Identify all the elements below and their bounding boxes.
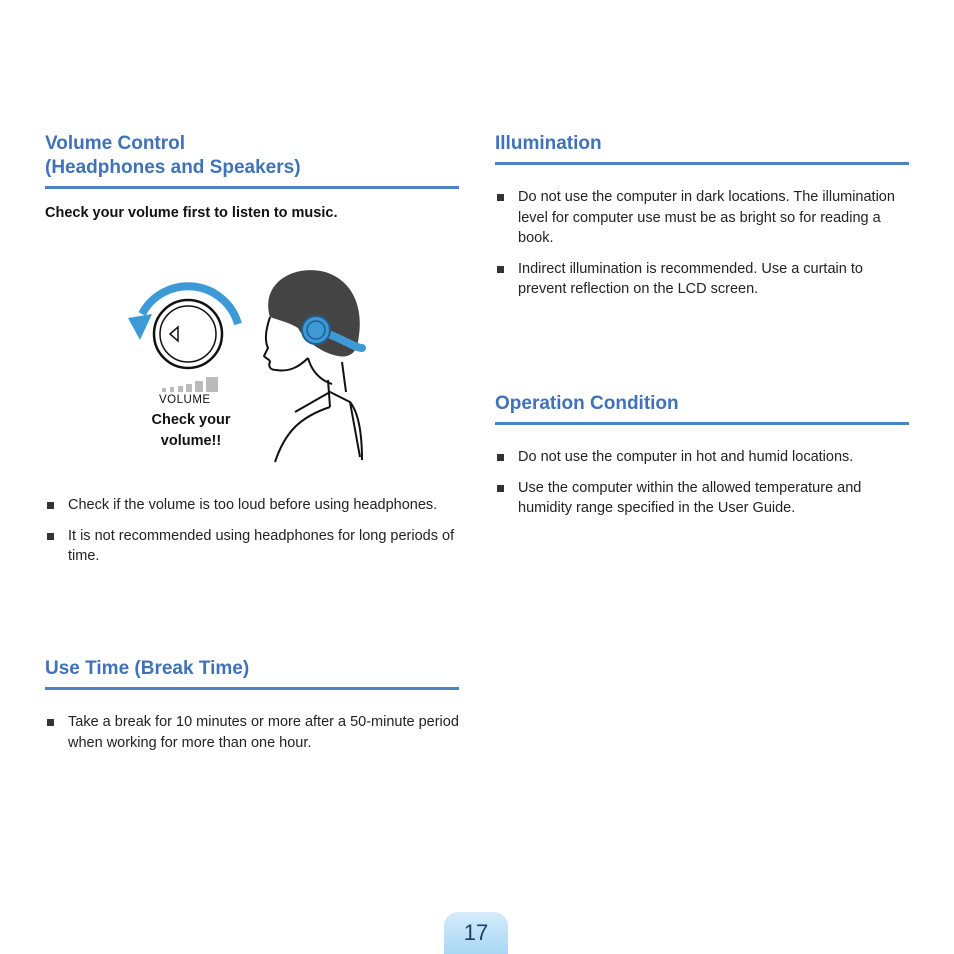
list-item — [495, 478, 909, 519]
volume-knob-icon — [154, 300, 222, 368]
volume-title — [45, 132, 459, 180]
list-item — [45, 526, 459, 567]
bullet-square-icon — [497, 485, 504, 492]
bullet-square-icon — [497, 266, 504, 273]
volume-title-line1: Volume Control — [45, 133, 186, 154]
person-body — [275, 362, 360, 462]
use-time-divider — [45, 687, 459, 690]
bullet-text: Use the computer within the allowed temperature and humidity range specified in the User Guide. — [518, 479, 862, 516]
volume-divider — [45, 186, 459, 189]
bullet-square-icon — [47, 719, 54, 726]
list-item — [495, 447, 909, 468]
volume-section — [45, 132, 459, 221]
bullet-square-icon — [497, 454, 504, 461]
operation-bullets — [495, 447, 909, 519]
bullet-text: Do not use the computer in dark locations. The illumination level for computer use must be as bright so for reading a book. — [518, 189, 895, 246]
bullet-square-icon — [47, 502, 54, 509]
volume-caption — [130, 410, 252, 452]
headphone-icon — [302, 316, 330, 344]
bullet-square-icon — [47, 533, 54, 540]
volume-knob-label: VOLUME — [159, 394, 211, 406]
caption-line1: Check your — [151, 412, 231, 428]
illumination-title: Illumination — [495, 133, 602, 154]
bullet-text: It is not recommended using headphones for long periods of time. — [68, 527, 455, 564]
bullet-text: Do not use the computer in hot and humid locations. — [518, 449, 854, 465]
volume-bullets — [45, 495, 459, 567]
list-item — [495, 259, 909, 300]
bullet-text: Check if the volume is too loud before using headphones. — [68, 497, 438, 513]
operation-title: Operation Condition — [495, 393, 679, 414]
volume-level-bars — [162, 377, 218, 392]
use-time-bullets — [45, 712, 459, 753]
volume-title-line2: (Headphones and Speakers) — [45, 157, 301, 178]
bullet-text: Take a break for 10 minutes or more after a 50-minute period when working for more than one hour. — [68, 714, 459, 751]
illumination-section — [495, 132, 909, 310]
operation-divider — [495, 422, 909, 425]
list-item — [45, 495, 459, 516]
bullet-square-icon — [497, 194, 504, 201]
illumination-bullets — [495, 187, 909, 300]
use-time-title: Use Time (Break Time) — [45, 658, 250, 679]
page-number: 17 — [444, 912, 508, 954]
list-item — [45, 712, 459, 753]
use-time-section — [45, 657, 459, 763]
volume-subtitle: Check your volume first to listen to music. — [45, 205, 338, 221]
list-item — [495, 187, 909, 249]
arrow-head — [128, 314, 152, 340]
volume-bullets-block — [45, 495, 459, 577]
operation-section — [495, 392, 909, 529]
illumination-divider — [495, 162, 909, 165]
caption-line2: volume!! — [160, 433, 222, 449]
bullet-text: Indirect illumination is recommended. Use a curtain to prevent reflection on the LCD screen. — [518, 260, 863, 297]
